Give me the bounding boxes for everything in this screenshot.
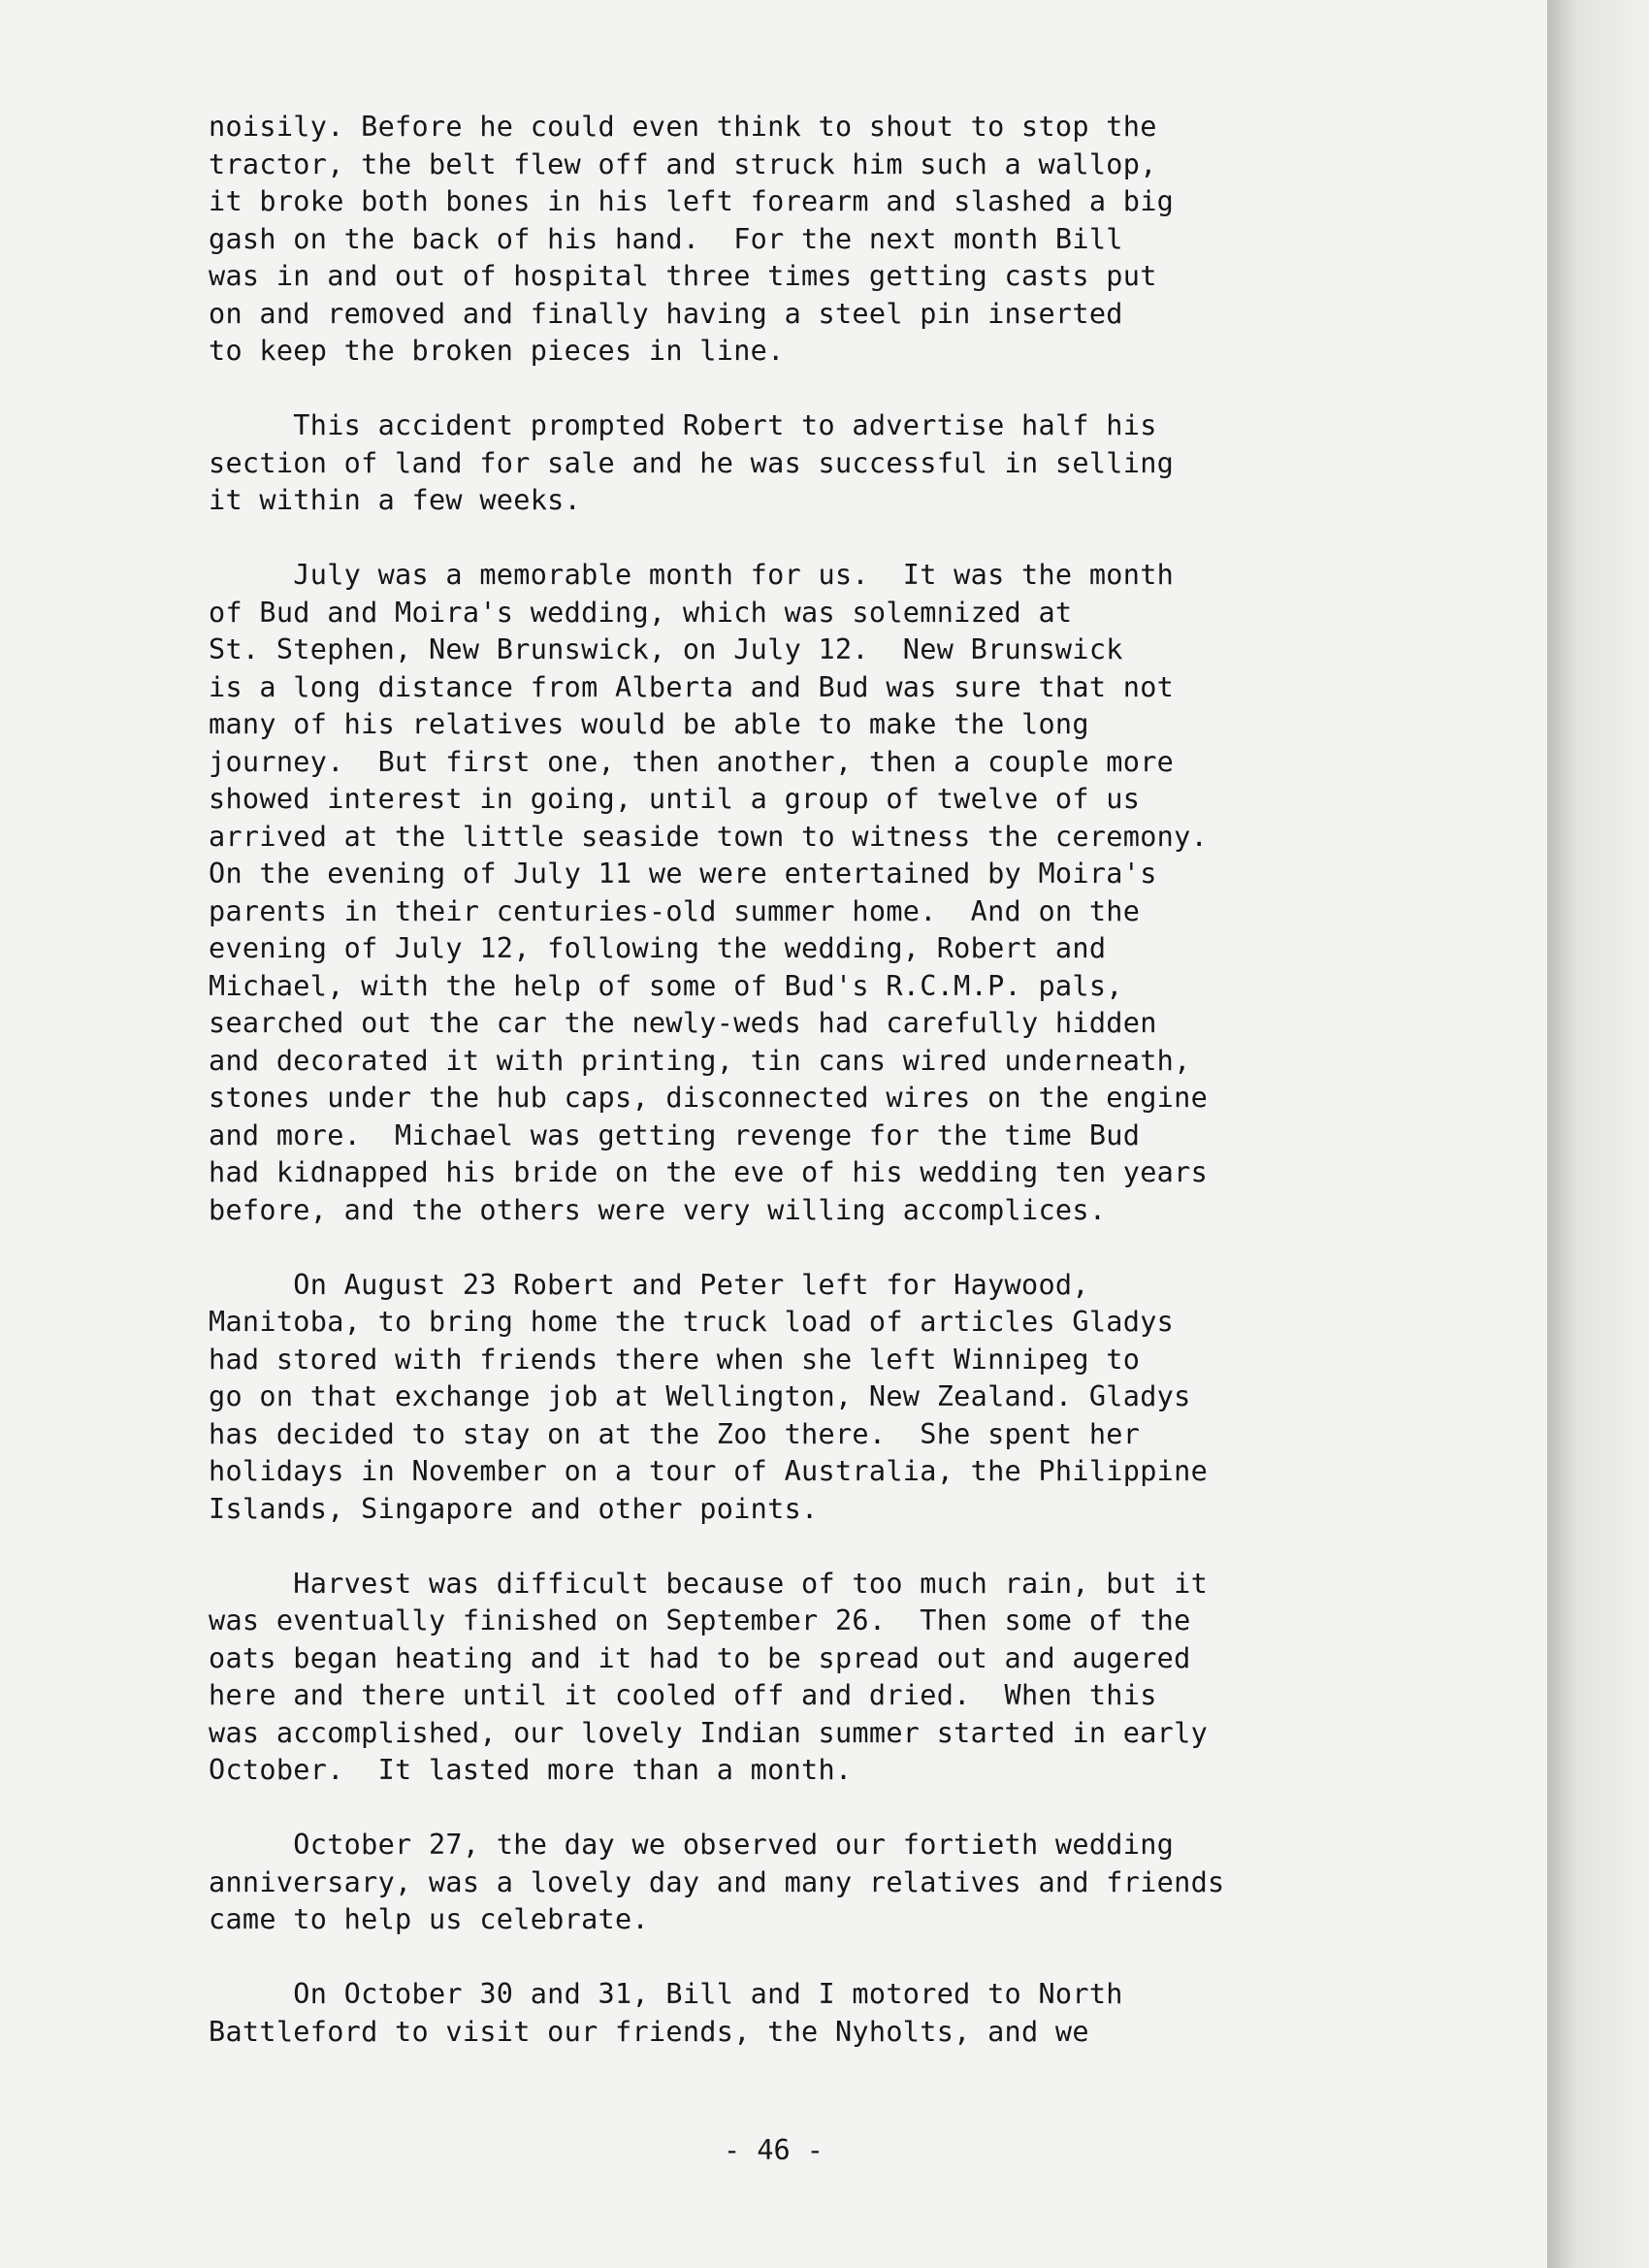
text-line: it broke both bones in his left forearm and slashed a big bbox=[209, 185, 1175, 217]
text-line: here and there until it cooled off and dried. When this bbox=[209, 1679, 1157, 1711]
text-line: was accomplished, our lovely Indian summer started in early bbox=[209, 1716, 1209, 1749]
text-line: to keep the broken pieces in line. bbox=[209, 335, 785, 367]
text-line: and more. Michael was getting revenge for the time Bud bbox=[209, 1118, 1141, 1151]
paragraph-2 bbox=[209, 407, 1402, 520]
text-line: many of his relatives would be able to make the long bbox=[209, 708, 1089, 740]
text-line: had stored with friends there when she left Winnipeg to bbox=[209, 1343, 1141, 1376]
page-edge-shadow bbox=[1547, 0, 1649, 2268]
text-line: October 27, the day we observed our fortieth wedding bbox=[209, 1829, 1175, 1861]
text-line: go on that exchange job at Wellington, New Zealand. Gladys bbox=[209, 1380, 1191, 1412]
body-text bbox=[209, 109, 1402, 2089]
text-line: was in and out of hospital three times getting casts put bbox=[209, 260, 1157, 292]
text-line: had kidnapped his bride on the eve of his wedding ten years bbox=[209, 1156, 1209, 1188]
text-line: is a long distance from Alberta and Bud was sure that not bbox=[209, 670, 1175, 703]
paragraph-1 bbox=[209, 109, 1402, 371]
text-line: on and removed and finally having a steel pin inserted bbox=[209, 297, 1123, 330]
text-line: Islands, Singapore and other points. bbox=[209, 1492, 819, 1525]
paragraph-7 bbox=[209, 1976, 1402, 2051]
text-line: was eventually finished on September 26. Then some of the bbox=[209, 1604, 1191, 1636]
text-line: On August 23 Robert and Peter left for Haywood, bbox=[209, 1268, 1089, 1301]
text-line: section of land for sale and he was successful in selling bbox=[209, 446, 1175, 479]
text-line: stones under the hub caps, disconnected wires on the engine bbox=[209, 1082, 1209, 1114]
text-line: has decided to stay on at the Zoo there. She spent her bbox=[209, 1417, 1141, 1450]
text-line: gash on the back of his hand. For the next month Bill bbox=[209, 222, 1123, 255]
text-line: This accident prompted Robert to advertise half his bbox=[209, 409, 1157, 441]
text-line: noisily. Before he could even think to shout to stop the bbox=[209, 111, 1157, 143]
page-number: - 46 - bbox=[724, 2134, 824, 2166]
text-line: July was a memorable month for us. It was the month bbox=[209, 559, 1175, 591]
text-line: evening of July 12, following the wedding, Robert and bbox=[209, 932, 1107, 964]
text-line: arrived at the little seaside town to witness the ceremony. bbox=[209, 820, 1209, 853]
paragraph-4 bbox=[209, 1267, 1402, 1529]
text-line: holidays in November on a tour of Australia, the Philippine bbox=[209, 1455, 1209, 1487]
text-line: On October 30 and 31, Bill and I motored to North bbox=[209, 1978, 1123, 2010]
text-line: On the evening of July 11 we were entertained by Moira's bbox=[209, 858, 1157, 890]
text-line: St. Stephen, New Brunswick, on July 12. New Brunswick bbox=[209, 633, 1123, 665]
text-line: Manitoba, to bring home the truck load of articles Gladys bbox=[209, 1306, 1175, 1338]
text-line: it within a few weeks. bbox=[209, 484, 582, 516]
text-line: Harvest was difficult because of too much rain, but it bbox=[209, 1567, 1209, 1600]
text-line: parents in their centuries-old summer home. And on the bbox=[209, 894, 1141, 927]
paragraph-6 bbox=[209, 1827, 1402, 1939]
text-line: October. It lasted more than a month. bbox=[209, 1754, 853, 1786]
text-line: journey. But first one, then another, then a couple more bbox=[209, 745, 1175, 778]
text-line: oats began heating and it had to be spread out and augered bbox=[209, 1641, 1191, 1674]
text-line: anniversary, was a lovely day and many relatives and friends bbox=[209, 1865, 1225, 1898]
paragraph-5 bbox=[209, 1566, 1402, 1790]
paragraph-3 bbox=[209, 557, 1402, 1229]
text-line: came to help us celebrate. bbox=[209, 1903, 649, 1935]
text-line: before, and the others were very willing accomplices. bbox=[209, 1193, 1107, 1226]
text-line: searched out the car the newly-weds had carefully hidden bbox=[209, 1007, 1157, 1039]
text-line: tractor, the belt flew off and struck him such a wallop, bbox=[209, 147, 1157, 180]
text-line: Battleford to visit our friends, the Nyholts, and we bbox=[209, 2015, 1089, 2048]
text-line: showed interest in going, until a group of twelve of us bbox=[209, 783, 1141, 815]
text-line: of Bud and Moira's wedding, which was solemnized at bbox=[209, 596, 1073, 629]
text-line: and decorated it with printing, tin cans wired underneath, bbox=[209, 1044, 1191, 1077]
text-line: Michael, with the help of some of Bud's R.C.M.P. pals, bbox=[209, 969, 1123, 1002]
